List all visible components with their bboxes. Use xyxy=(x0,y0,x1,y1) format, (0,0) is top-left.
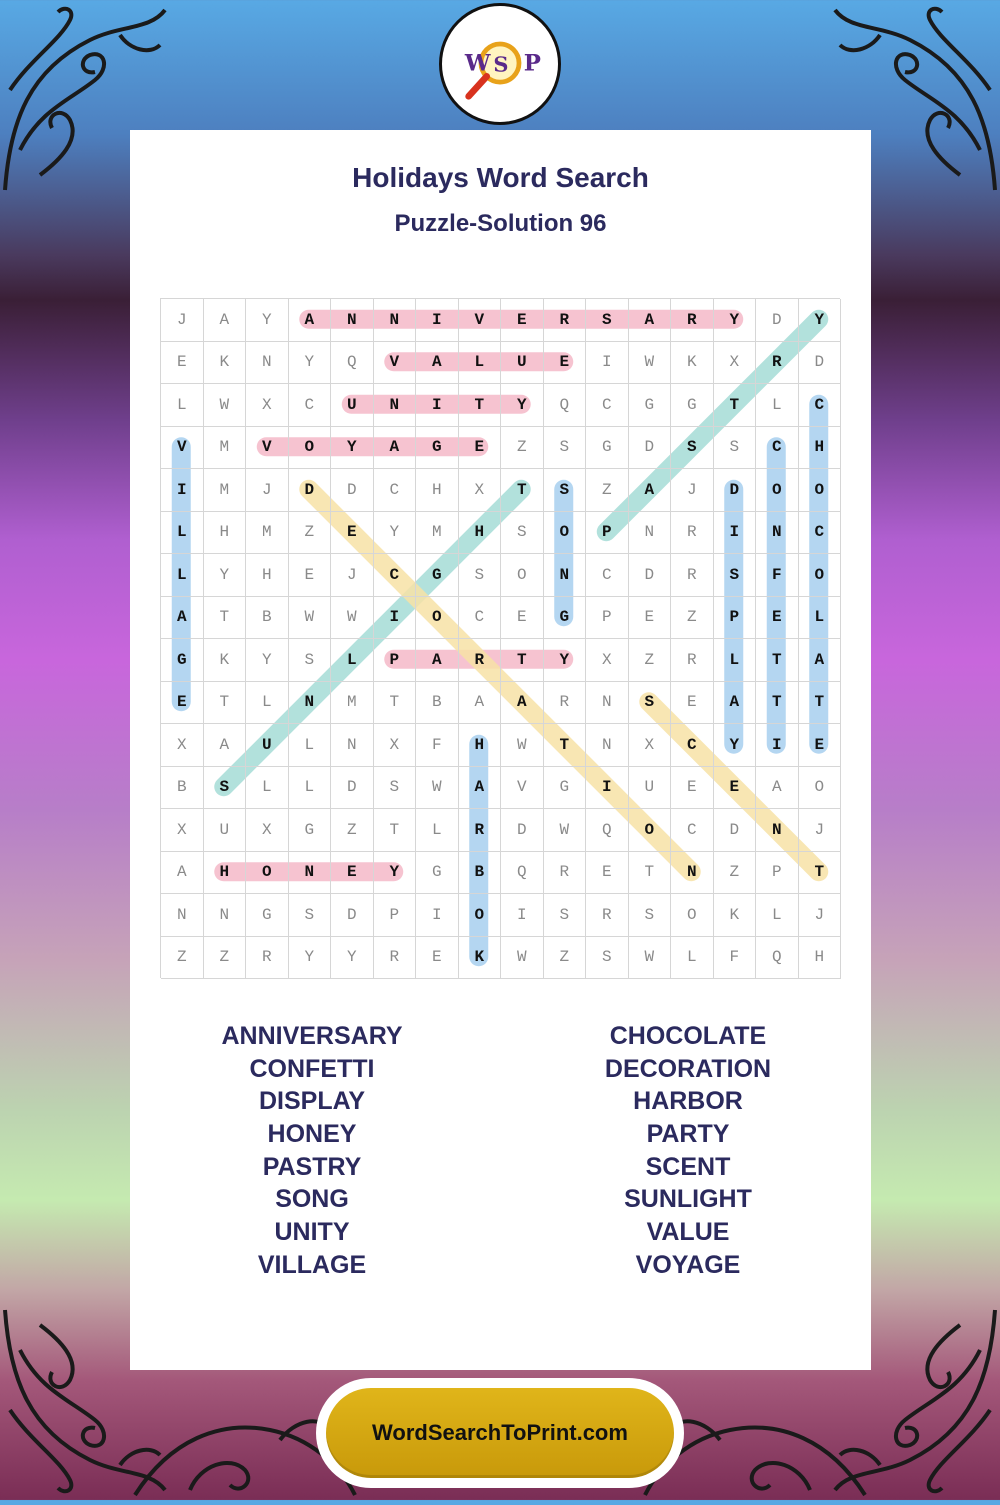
grid-cell: R xyxy=(671,299,714,342)
grid-cell: E xyxy=(714,767,757,810)
grid-cell: C xyxy=(374,469,417,512)
word-item: SONG xyxy=(275,1185,349,1214)
grid-cell: R xyxy=(586,894,629,937)
site-badge[interactable] xyxy=(316,1378,684,1488)
grid-cell: U xyxy=(629,767,672,810)
grid-cell: Z xyxy=(289,512,332,555)
grid-cell: I xyxy=(161,469,204,512)
grid-cell: T xyxy=(799,682,842,725)
grid-cell: H xyxy=(459,512,502,555)
grid-cell: N xyxy=(289,852,332,895)
grid-cell: A xyxy=(629,469,672,512)
grid-cell: E xyxy=(161,342,204,385)
grid-cell: X xyxy=(161,809,204,852)
word-item: VOYAGE xyxy=(635,1250,741,1279)
word-item: SUNLIGHT xyxy=(624,1185,752,1214)
grid-cell: A xyxy=(161,597,204,640)
grid-cell: A xyxy=(374,427,417,470)
grid-cell: T xyxy=(756,682,799,725)
grid-cell: Z xyxy=(544,937,587,980)
grid-cell: Y xyxy=(246,639,289,682)
grid-cell: I xyxy=(586,767,629,810)
grid-cell: H xyxy=(204,512,247,555)
grid-cell: X xyxy=(246,809,289,852)
grid-cell: L xyxy=(756,894,799,937)
word-item: SCENT xyxy=(645,1152,731,1181)
grid-cell: Q xyxy=(756,937,799,980)
grid-cell: U xyxy=(331,384,374,427)
word-item: CONFETTI xyxy=(249,1054,375,1083)
grid-cell: S xyxy=(544,469,587,512)
grid-cell: G xyxy=(416,852,459,895)
grid-cell: O xyxy=(289,427,332,470)
grid-cell: K xyxy=(671,342,714,385)
word-list-right xyxy=(538,1020,838,1282)
grid-cell: W xyxy=(289,597,332,640)
grid-cell: C xyxy=(799,512,842,555)
grid-cell: T xyxy=(459,384,502,427)
grid-cell: W xyxy=(501,724,544,767)
grid-cell: N xyxy=(331,299,374,342)
grid-cell: T xyxy=(544,724,587,767)
grid-cell: M xyxy=(246,512,289,555)
grid-cell: N xyxy=(374,384,417,427)
grid-cell: E xyxy=(756,597,799,640)
grid-cell: Z xyxy=(629,639,672,682)
grid-cell: D xyxy=(714,469,757,512)
grid-cell: Y xyxy=(289,937,332,980)
grid-cell: Y xyxy=(374,512,417,555)
grid-cell: V xyxy=(246,427,289,470)
grid-cell: T xyxy=(374,809,417,852)
grid-cell: E xyxy=(501,299,544,342)
logo-letter-p: P xyxy=(523,50,541,77)
grid-cell: Z xyxy=(586,469,629,512)
grid-cell: E xyxy=(501,597,544,640)
grid-cell: B xyxy=(246,597,289,640)
grid-cell: X xyxy=(714,342,757,385)
grid-cell: R xyxy=(671,512,714,555)
grid-cell: A xyxy=(459,767,502,810)
grid-cell: H xyxy=(799,937,842,980)
grid-cell: G xyxy=(161,639,204,682)
grid-cell: J xyxy=(799,809,842,852)
grid-cell: I xyxy=(416,299,459,342)
grid-cell: G xyxy=(586,427,629,470)
grid-cell: Y xyxy=(501,384,544,427)
grid-cell: S xyxy=(544,427,587,470)
grid-cell: T xyxy=(714,384,757,427)
grid-cell: T xyxy=(501,639,544,682)
grid-cell: P xyxy=(756,852,799,895)
grid-cell: T xyxy=(756,639,799,682)
grid-cell: G xyxy=(544,597,587,640)
grid-cell: S xyxy=(629,894,672,937)
grid-cell: K xyxy=(714,894,757,937)
grid-cell: H xyxy=(799,427,842,470)
grid-cell: S xyxy=(629,682,672,725)
grid-cell: T xyxy=(204,682,247,725)
grid-cell: U xyxy=(204,809,247,852)
grid-cell: R xyxy=(246,937,289,980)
grid-cell: L xyxy=(799,597,842,640)
grid-cell: W xyxy=(501,937,544,980)
grid-cell: C xyxy=(799,384,842,427)
grid-cell: Z xyxy=(204,937,247,980)
letter-grid xyxy=(160,298,840,978)
grid-cell: I xyxy=(501,894,544,937)
grid-cell: Y xyxy=(331,427,374,470)
grid-cell: O xyxy=(671,894,714,937)
grid-cell: D xyxy=(289,469,332,512)
grid-cell: Y xyxy=(246,299,289,342)
grid-cell: O xyxy=(799,767,842,810)
grid-cell: V xyxy=(501,767,544,810)
grid-cell: C xyxy=(289,384,332,427)
grid-cell: T xyxy=(374,682,417,725)
grid-cell: L xyxy=(289,767,332,810)
grid-cell: R xyxy=(459,639,502,682)
grid-cell: F xyxy=(756,554,799,597)
grid-cell: P xyxy=(374,639,417,682)
grid-cell: O xyxy=(799,469,842,512)
puzzle-card xyxy=(130,130,871,1370)
grid-cell: V xyxy=(459,299,502,342)
grid-cell: D xyxy=(629,427,672,470)
grid-cell: E xyxy=(671,682,714,725)
grid-cell: R xyxy=(671,639,714,682)
page-subtitle: Puzzle-Solution 96 xyxy=(394,210,607,237)
grid-cell: S xyxy=(671,427,714,470)
grid-cell: X xyxy=(161,724,204,767)
grid-cell: R xyxy=(544,852,587,895)
grid-cell: K xyxy=(204,639,247,682)
grid-cell: O xyxy=(629,809,672,852)
grid-cell: A xyxy=(204,724,247,767)
grid-cell: A xyxy=(289,299,332,342)
grid-cell: Y xyxy=(714,299,757,342)
grid-cell: A xyxy=(416,639,459,682)
grid-cell: E xyxy=(586,852,629,895)
grid-cell: D xyxy=(714,809,757,852)
grid-cell: B xyxy=(416,682,459,725)
grid-cell: D xyxy=(331,767,374,810)
page-title: Holidays Word Search xyxy=(352,162,649,193)
grid-cell: O xyxy=(246,852,289,895)
grid-cell: S xyxy=(289,894,332,937)
grid-cell: G xyxy=(416,554,459,597)
grid-cell: Q xyxy=(544,384,587,427)
word-item: PASTRY xyxy=(262,1152,362,1181)
grid-cell: A xyxy=(459,682,502,725)
grid-cell: S xyxy=(459,554,502,597)
grid-cell: L xyxy=(714,639,757,682)
grid-cell: U xyxy=(501,342,544,385)
grid-cell: P xyxy=(586,512,629,555)
grid-cell: L xyxy=(459,342,502,385)
grid-cell: I xyxy=(756,724,799,767)
word-list-left xyxy=(162,1020,462,1282)
grid-cell: L xyxy=(331,639,374,682)
grid-cell: I xyxy=(374,597,417,640)
grid-cell: Y xyxy=(374,852,417,895)
grid-cell: P xyxy=(374,894,417,937)
grid-cell: D xyxy=(331,469,374,512)
grid-cell: O xyxy=(459,894,502,937)
grid-cell: P xyxy=(714,597,757,640)
grid-cell: H xyxy=(246,554,289,597)
grid-cell: N xyxy=(331,724,374,767)
grid-cell: I xyxy=(714,512,757,555)
grid-cell: C xyxy=(671,724,714,767)
grid-cell: L xyxy=(246,767,289,810)
grid-cell: F xyxy=(714,937,757,980)
grid-cell: Z xyxy=(501,427,544,470)
grid-cell: S xyxy=(289,639,332,682)
word-item: VALUE xyxy=(646,1218,730,1247)
grid-cell: G xyxy=(629,384,672,427)
grid-cell: G xyxy=(671,384,714,427)
grid-cell: N xyxy=(671,852,714,895)
grid-cell: N xyxy=(161,894,204,937)
word-item: VILLAGE xyxy=(257,1250,367,1279)
grid-cell: C xyxy=(374,554,417,597)
grid-cell: R xyxy=(459,809,502,852)
grid-cell: G xyxy=(289,809,332,852)
grid-cell: S xyxy=(586,299,629,342)
grid-cell: O xyxy=(501,554,544,597)
grid-cell: N xyxy=(204,894,247,937)
grid-cell: E xyxy=(629,597,672,640)
grid-cell: S xyxy=(374,767,417,810)
grid-cell: N xyxy=(586,682,629,725)
grid-cell: X xyxy=(629,724,672,767)
grid-cell: B xyxy=(161,767,204,810)
grid-cell: J xyxy=(671,469,714,512)
grid-cell: X xyxy=(586,639,629,682)
grid-cell: V xyxy=(161,427,204,470)
grid-cell: A xyxy=(204,299,247,342)
grid-cell: N xyxy=(756,809,799,852)
grid-cell: C xyxy=(459,597,502,640)
grid-cell: Y xyxy=(544,639,587,682)
word-item: DISPLAY xyxy=(258,1087,366,1116)
grid-cell: H xyxy=(459,724,502,767)
grid-cell: G xyxy=(544,767,587,810)
grid-cell: N xyxy=(246,342,289,385)
grid-cell: Z xyxy=(714,852,757,895)
grid-cell: K xyxy=(459,937,502,980)
word-item: PARTY xyxy=(646,1120,730,1149)
grid-cell: C xyxy=(586,554,629,597)
grid-cell: A xyxy=(756,767,799,810)
grid-cell: Q xyxy=(501,852,544,895)
grid-cell: H xyxy=(204,852,247,895)
grid-cell: O xyxy=(799,554,842,597)
grid-cell: H xyxy=(416,469,459,512)
grid-cell: M xyxy=(331,682,374,725)
grid-cell: I xyxy=(416,384,459,427)
grid-cell: S xyxy=(586,937,629,980)
grid-cell: J xyxy=(161,299,204,342)
grid-cell: N xyxy=(544,554,587,597)
grid-cell: S xyxy=(204,767,247,810)
grid-cell: Q xyxy=(586,809,629,852)
grid-cell: M xyxy=(204,469,247,512)
grid-cell: S xyxy=(544,894,587,937)
grid-cell: Z xyxy=(671,597,714,640)
grid-cell: C xyxy=(586,384,629,427)
grid-cell: W xyxy=(629,342,672,385)
grid-cell: X xyxy=(374,724,417,767)
grid-cell: N xyxy=(374,299,417,342)
grid-cell: Y xyxy=(714,724,757,767)
grid-cell: W xyxy=(204,384,247,427)
word-item: ANNIVERSARY xyxy=(221,1022,403,1050)
grid-cell: W xyxy=(544,809,587,852)
grid-cell: Y xyxy=(331,937,374,980)
grid-cell: D xyxy=(629,554,672,597)
grid-cell: N xyxy=(586,724,629,767)
grid-cell: Y xyxy=(204,554,247,597)
grid-cell: N xyxy=(629,512,672,555)
grid-cell: D xyxy=(756,299,799,342)
grid-cell: T xyxy=(501,469,544,512)
grid-cell: A xyxy=(161,852,204,895)
grid-cell: N xyxy=(756,512,799,555)
word-item: CHOCOLATE xyxy=(609,1022,767,1050)
grid-cell: Y xyxy=(289,342,332,385)
grid-cell: T xyxy=(799,852,842,895)
grid-cell: A xyxy=(714,682,757,725)
grid-cell: U xyxy=(246,724,289,767)
word-item: HARBOR xyxy=(633,1087,743,1116)
grid-cell: J xyxy=(331,554,374,597)
grid-cell: D xyxy=(501,809,544,852)
grid-cell: R xyxy=(544,299,587,342)
grid-cell: L xyxy=(671,937,714,980)
grid-cell: T xyxy=(629,852,672,895)
grid-cell: E xyxy=(459,427,502,470)
grid-cell: J xyxy=(246,469,289,512)
grid-cell: L xyxy=(161,512,204,555)
grid-cell: Y xyxy=(799,299,842,342)
grid-cell: W xyxy=(629,937,672,980)
grid-cell: G xyxy=(246,894,289,937)
grid-cell: X xyxy=(459,469,502,512)
grid-cell: C xyxy=(671,809,714,852)
grid-cell: I xyxy=(416,894,459,937)
grid-cell: K xyxy=(204,342,247,385)
grid-cell: Q xyxy=(331,342,374,385)
grid-cell: A xyxy=(799,639,842,682)
word-item: DECORATION xyxy=(604,1054,772,1083)
grid-cell: F xyxy=(416,724,459,767)
grid-cell: P xyxy=(586,597,629,640)
grid-cell: A xyxy=(416,342,459,385)
grid-cell: Z xyxy=(161,937,204,980)
grid-cell: R xyxy=(374,937,417,980)
word-item: UNITY xyxy=(274,1218,350,1247)
grid-cell: Z xyxy=(331,809,374,852)
grid-cell: D xyxy=(331,894,374,937)
grid-cell: R xyxy=(544,682,587,725)
grid-cell: I xyxy=(586,342,629,385)
grid-cell: S xyxy=(501,512,544,555)
grid-cell: L xyxy=(161,384,204,427)
grid-cell: R xyxy=(671,554,714,597)
grid-cell: A xyxy=(501,682,544,725)
logo-letter-s: S xyxy=(493,51,509,77)
grid-cell: W xyxy=(416,767,459,810)
grid-cell: G xyxy=(416,427,459,470)
grid-cell: M xyxy=(204,427,247,470)
grid-cell: L xyxy=(246,682,289,725)
wsp-logo xyxy=(439,3,561,125)
grid-cell: X xyxy=(246,384,289,427)
grid-cell: N xyxy=(289,682,332,725)
grid-cell: R xyxy=(756,342,799,385)
grid-cell: E xyxy=(331,852,374,895)
grid-cell: V xyxy=(374,342,417,385)
grid-cell: E xyxy=(161,682,204,725)
grid-cell: O xyxy=(544,512,587,555)
grid-cell: B xyxy=(459,852,502,895)
logo-letter-w: W xyxy=(464,50,491,77)
grid-cell: M xyxy=(416,512,459,555)
grid-cell: D xyxy=(799,342,842,385)
grid-cell: E xyxy=(799,724,842,767)
grid-cell: L xyxy=(756,384,799,427)
grid-cell: T xyxy=(204,597,247,640)
grid-cell: E xyxy=(671,767,714,810)
grid-cell: L xyxy=(289,724,332,767)
site-badge-inner[interactable] xyxy=(326,1388,674,1478)
grid-cell: W xyxy=(331,597,374,640)
grid-cell: E xyxy=(331,512,374,555)
grid-cell: S xyxy=(714,427,757,470)
grid-cell: C xyxy=(756,427,799,470)
grid-cell: E xyxy=(289,554,332,597)
grid-cell: J xyxy=(799,894,842,937)
grid-cell: A xyxy=(629,299,672,342)
grid-cell: S xyxy=(714,554,757,597)
word-search-grid xyxy=(160,298,840,978)
grid-cell: L xyxy=(161,554,204,597)
grid-cell: L xyxy=(416,809,459,852)
grid-cell: E xyxy=(416,937,459,980)
word-item: HONEY xyxy=(267,1120,357,1149)
site-link[interactable]: WordSearchToPrint.com xyxy=(372,1420,628,1445)
grid-cell: E xyxy=(544,342,587,385)
grid-cell: O xyxy=(756,469,799,512)
grid-cell: O xyxy=(416,597,459,640)
